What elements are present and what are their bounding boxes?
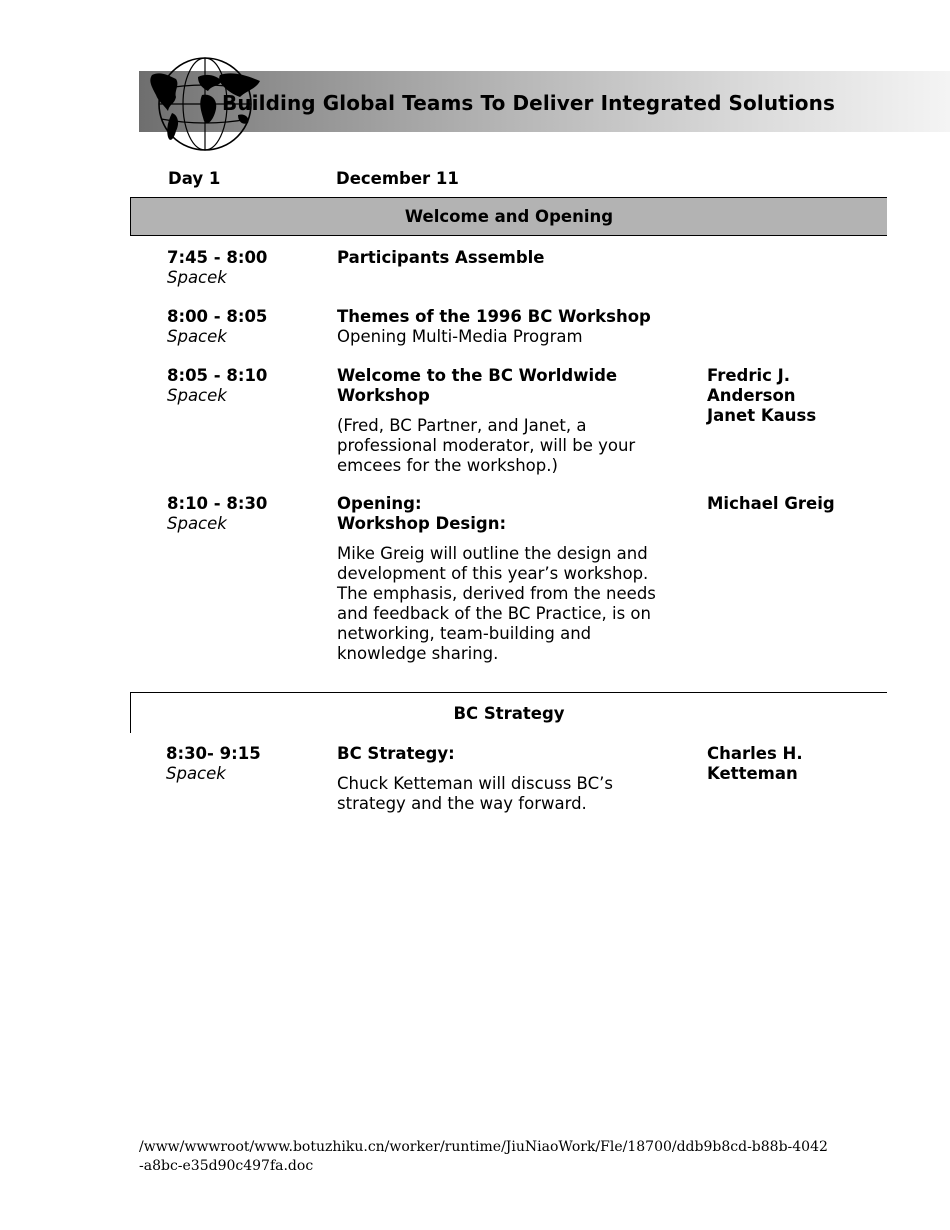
session-room: Spacek — [166, 764, 226, 783]
session-speaker: Anderson — [707, 386, 796, 405]
session-description: professional moderator, will be your — [337, 436, 636, 455]
session-description: (Fred, BC Partner, and Janet, a — [337, 416, 587, 435]
session-room: Spacek — [167, 327, 227, 346]
day-date: December 11 — [336, 169, 459, 188]
session-speaker: Ketteman — [707, 764, 798, 783]
session-time: 8:30- 9:15 — [166, 744, 261, 763]
session-description: strategy and the way forward. — [337, 794, 587, 813]
session-time: 8:10 - 8:30 — [167, 494, 268, 513]
session-title: Opening: — [337, 494, 422, 513]
day-label: Day 1 — [168, 169, 221, 188]
session-description: networking, team-building and — [337, 624, 592, 643]
session-description: The emphasis, derived from the needs — [337, 584, 656, 603]
footer-file-path: /www/wwwroot/www.botuzhiku.cn/worker/runtime/JiuNiaoWork/Fle/18700/ddb9b8cd-b88b-4042-a8bc-e35d90c497fa.doc — [139, 1139, 828, 1174]
session-time: 8:05 - 8:10 — [167, 366, 268, 385]
session-title: Workshop — [337, 386, 430, 405]
session-description: and feedback of the BC Practice, is on — [337, 604, 651, 623]
session-speaker: Janet Kauss — [707, 406, 817, 425]
section-title: Welcome and Opening — [404, 207, 614, 226]
session-title: Workshop Design: — [337, 514, 507, 533]
session-title: Themes of the 1996 BC Workshop — [337, 307, 651, 326]
session-room: Spacek — [167, 268, 227, 287]
session-title: BC Strategy: — [337, 744, 455, 763]
session-description: Opening Multi-Media Program — [337, 327, 583, 346]
session-description: development of this year’s workshop. — [337, 564, 649, 583]
session-description: Chuck Ketteman will discuss BC’s — [337, 774, 613, 793]
session-speaker: Fredric J. — [707, 366, 791, 385]
session-title: Participants Assemble — [337, 248, 545, 267]
session-room: Spacek — [167, 514, 227, 533]
header-title: Building Global Teams To Deliver Integrated Solutions — [222, 91, 835, 115]
session-room: Spacek — [167, 386, 227, 405]
section-title: BC Strategy — [453, 704, 565, 723]
session-speaker: Michael Greig — [707, 494, 835, 513]
section-header-strategy — [130, 692, 887, 733]
session-time: 7:45 - 8:00 — [167, 248, 268, 267]
session-description: Mike Greig will outline the design and — [337, 544, 648, 563]
session-description: knowledge sharing. — [337, 644, 499, 663]
session-description: emcees for the workshop.) — [337, 456, 558, 475]
section-header-welcome — [130, 197, 887, 236]
session-title: Welcome to the BC Worldwide — [337, 366, 618, 385]
session-speaker: Charles H. — [707, 744, 803, 763]
session-time: 8:00 - 8:05 — [167, 307, 268, 326]
